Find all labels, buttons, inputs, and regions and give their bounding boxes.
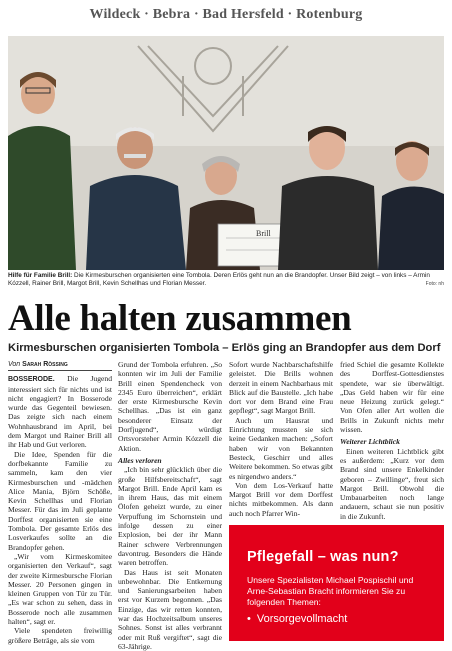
paragraph: Die Idee, Spenden für die dorfbekannte Familie zu sammeln, kam den vier Kirmesburschen und -mädchen Alice Mania, Björn Schöße, Kevin Schellhas und Florian Messer. Für das im Juli geplante Dorffest organisierten sie eine Tombola. Der gesamte Erlös des Losverkaufes sollte an die Brandopfer gehen. xyxy=(8,449,112,552)
photo-credit: Foto: nh xyxy=(425,281,444,287)
ad-list-item xyxy=(229,608,444,625)
group-photo-illustration xyxy=(8,36,444,270)
paragraph xyxy=(8,374,112,449)
ad-text: Unsere Spezialisten Michael Pospischil und Arne-Sebastian Bracht informieren Sie zu folgenden Themen: xyxy=(247,575,414,607)
paragraph: „Wir vom Kirmeskomitee organisierten den Verkauf“, sagt der zweite Kirmesbursche Florian Messer. 20 Personen gingen in kleinen Gruppen von Tür zu Tür. „Es war schon zu sehen, dass in Bosserode noch alle zusammen halten“, sagt er. xyxy=(8,551,112,627)
ad-title: Pflegefall – was nun? xyxy=(247,549,399,565)
article-column-1 xyxy=(8,360,112,645)
article-photo xyxy=(8,36,444,270)
paragraph: „Ich bin sehr glücklich über die große Hilfsbereitschaft“, sagt Margot Brill. Ende April kam es in ihrem Haus, das mit einem Ölofen geheizt wurde, zu einer Verpuffung im Schornstein und infolge dessen zu einer Explosion, bei der ihr Mann Rainer schwere Verbrennungen davontrug. Besonders die Hände waren betroffen. xyxy=(118,465,222,568)
subheadline: Kirmesburschen organisierten Tombola – Erlös ging an Brandopfer aus dem Dorf xyxy=(8,342,441,354)
paragraph: Viele spendeten freiwillig größere Beträge, als sie vom xyxy=(8,626,112,645)
header-places: Wildeck · Bebra · Bad Hersfeld · Rotenburg xyxy=(89,7,363,22)
paragraph-text: Die Jugend interessiert sich für nichts und ist nicht engagiert? In Bosserode wurde das Gegenteil bewiesen. Das zeigte sich nach einem Wohnhausbrand im April, bei dem Margot und Rainer Brill all ihr Hab und Gut verloren. xyxy=(8,374,112,450)
paragraph: Grund der Tombola erfuhren. „So konnten wir im Juli der Familie Brill einen Spendencheck von 2345 Euro überreichen“, erklärt der erste Kirmesbursche Kevin Schellhas. „Das ist ein ganz besonderer Einsatz der Dorfjugend“, würdigt Ortsvorsteher Armin Kózzell die Aktion. xyxy=(118,360,222,453)
paragraph: Von dem Los-Verkauf hatte Margot Brill vor dem Dorffest nichts mitbekommen. Als dann auch noch Pfarrer Win- xyxy=(229,480,333,518)
paragraph: Sofort wurde Nachbarschaftshilfe geleistet. Die Brills wohnen derzeit in einem Nachbarhaus mit Blick auf die Baustelle. „Ich habe dort vor dem Brand eine Frau gepflegt“, sagt Margot Brill. xyxy=(229,360,333,416)
intertitle: Alles verloren xyxy=(118,455,162,465)
advertisement-box[interactable] xyxy=(229,525,444,641)
caption-lead: Hilfe für Familie Brill: xyxy=(8,272,73,279)
paragraph: Einen weiteren Lichtblick gibt es außerdem: „Kurz vor dem Brand sind unsere Enkelkinder geboren – Zwillinge“, freut sich Margot Brill. Obwohl die Umbauarbeiten noch lange andauern, schaut sie nun positiv in die Zukunft. xyxy=(340,446,444,521)
author-prefix: Von xyxy=(8,361,21,368)
paragraph: Auch um Hausrat und Einrichtung mussten sie sich keine Gedanken machen: „Sofort haben wir von Bekannten Besteck, Geschirr und alles Weitere bekommen. So etwas gibt es nirgendwo anders.“ xyxy=(229,415,333,481)
paragraph: fried Schiel die gesamte Kollekte des Dorffest-Gottesdienstes spendete, war sie überwältigt. „Das Geld haben wir für eine neue Heizung zurück gelegt.“ Von Ofen aller Art wollen die Brills in Zukunft nichts mehr wissen. xyxy=(340,360,444,435)
regional-header xyxy=(0,0,452,30)
author-line xyxy=(8,360,112,371)
caption-text: Die Kirmesburschen organisierten eine Tombola. Deren Erlös geht nun an die Brandopfer. Unser Bild zeigt – von links – Armin Kózzell, Rainer Brill, Margot Brill, Kevin Schellhas und Florian Messer. xyxy=(8,272,430,287)
dateline: BOSSERODE. xyxy=(8,376,55,384)
author-name: Sarah Rössing xyxy=(22,361,68,368)
bullet-icon: • xyxy=(247,613,251,625)
check-text: Brill xyxy=(256,229,271,238)
article-column-2 xyxy=(118,360,222,651)
headline: Alle halten zusammen xyxy=(8,298,352,339)
paragraph: Das Haus ist seit Monaten unbewohnbar. Die Entkernung und Sanierungsarbeiten haben erst vor Kurzem begonnen. „Das Einzige, das wir retten konnten, war das Hochzeitsalbum unseres Sohnes. Sonst ist alles verbrannt oder mit Ruß vergiftet“, sagt die 63-Jährige. xyxy=(118,567,222,651)
photo-caption xyxy=(8,272,444,288)
intertitle: Weiterer Lichtblick xyxy=(340,437,400,447)
ad-item-text: Vorsorgevollmacht xyxy=(256,613,348,625)
